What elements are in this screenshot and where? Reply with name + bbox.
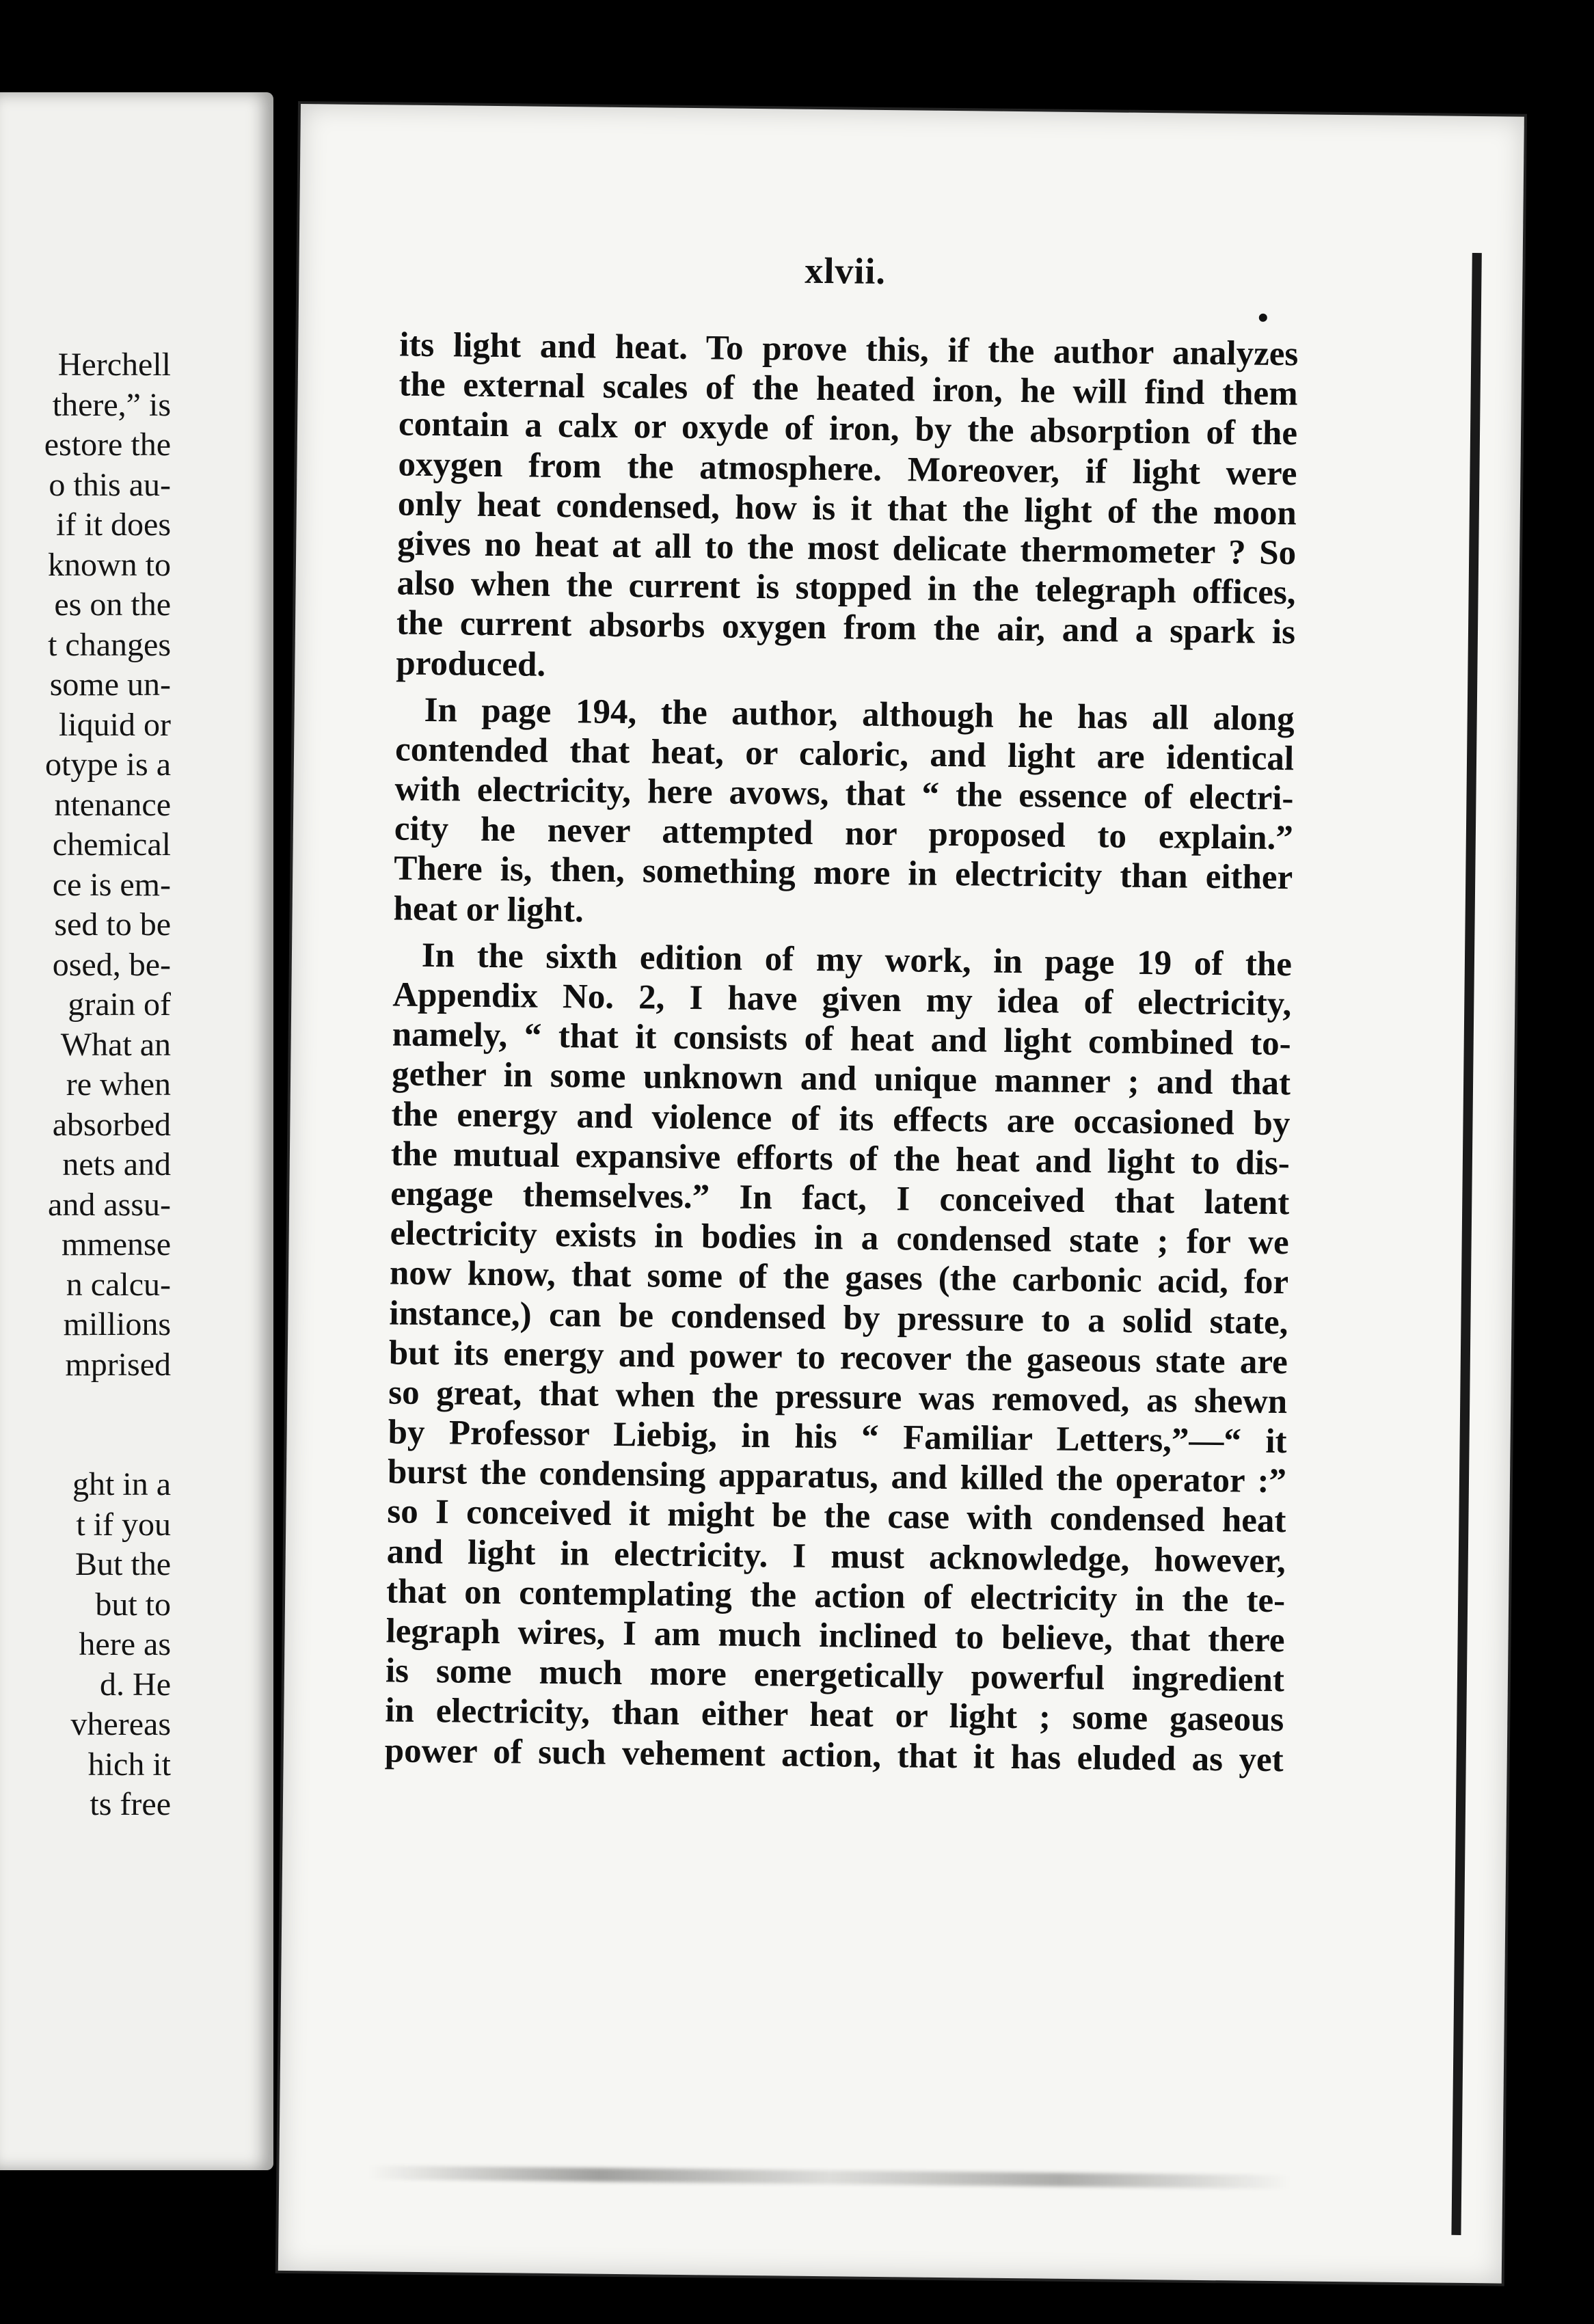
left-page-line: ght in a [72,1466,171,1502]
left-page-line: n calcu- [66,1266,171,1303]
body-line-text: Appendix No. 2, I have given my idea of electricity, [392,975,1292,1024]
body-line-text: gives no heat at all to the most delicate thermometer ? So [396,524,1297,573]
left-page-line: Herchell [57,347,171,383]
left-page-line: t changes [48,626,171,663]
left-page-line: re when [66,1066,171,1103]
left-page-line: nets and [62,1146,171,1183]
left-page-line: mprised [65,1346,171,1383]
body-line-text: its light and heat. To prove this, if the author analyzes [399,325,1299,374]
left-page-line: ce is em- [52,866,171,903]
body-line-text: in electricity, than either heat or light ; some gaseous [385,1691,1284,1740]
body-line-text: contain a calx or oxyde of iron, by the absorption of the [398,405,1298,453]
body-line-text: only heat condensed, how is it that the light of the moon [397,485,1297,533]
body-line-text: produced. [396,644,546,684]
body-line-text: so I conceived it might be the case with condensed heat [387,1492,1286,1541]
body-text [384,325,1298,1780]
left-page-line: sed to be [54,906,171,943]
left-page-line: if it does [56,506,171,543]
left-page-line: osed, be- [52,946,171,983]
left-page-line: estore the [44,427,171,463]
body-line-text: but its energy and power to recover the gaseous state are [388,1334,1288,1381]
body-line-text: engage themselves.” In fact, I conceived that latent [390,1174,1290,1223]
body-line-text: electricity exists in bodies in a condensed state ; for we [390,1214,1289,1262]
body-line-text: gether in some unknown and unique manner ; and that [391,1055,1291,1103]
left-facing-page [0,92,273,2170]
body-line-text: contended that heat, or caloric, and light are identical [394,730,1295,779]
body-line-text: now know, that some of the gases (the carbonic acid, for [389,1254,1289,1302]
left-page-line: vhereas [70,1706,171,1742]
body-line-text: so great, that when the pressure was removed, as shewn [388,1373,1288,1422]
body-line-text: legraph wires, I am much inclined to believe, that there [386,1612,1285,1660]
body-line-text: that on contemplating the action of electricity in the te- [386,1572,1286,1621]
left-page-line: otype is a [45,746,171,783]
left-page-line: and assu- [48,1186,171,1223]
body-line-text: the external scales of the heated iron, he will find them [398,365,1298,414]
left-page-line: here as [79,1626,171,1662]
left-page-line: hich it [87,1746,171,1783]
ink-speck [1259,314,1267,322]
body-line-text: by Professor Liebig, in his “ Familiar Letters,”—“ it [388,1413,1287,1461]
body-line-text: the energy and violence of its effects are occasioned by [391,1095,1291,1143]
body-line-text: burst the condensing apparatus, and killed the operator :” [387,1452,1287,1501]
body-line-text: the mutual expansive efforts of the heat and light to dis- [390,1135,1291,1183]
body-line-text: is some much more energetically powerful ingredient [385,1651,1285,1700]
left-page-line: chemical [52,826,171,863]
body-line-text: also when the current is stopped in the telegraph offices, [396,564,1296,612]
left-page-line: What an [60,1026,171,1063]
left-page-line: there,” is [52,386,171,423]
left-page-line: known to [48,546,171,583]
page-number: xlvii. [805,249,887,292]
left-page-line: ts free [90,1786,171,1822]
left-page-line: grain of [68,986,171,1023]
left-page-line: ntenance [54,786,171,823]
left-page-line: d. He [100,1666,171,1703]
body-line-text: power of such vehement action, that it has eluded as yet [384,1731,1284,1779]
left-page-line: absorbed [52,1106,171,1143]
body-line-text: namely, “ that it consists of heat and light combined to- [392,1015,1291,1064]
left-page-line: millions [63,1306,171,1342]
left-page-line: some un- [49,666,171,703]
left-page-line: es on the [54,586,171,623]
left-page-line: o this au- [49,466,171,503]
right-page [278,104,1524,2284]
left-page-line: mmense [62,1226,171,1262]
body-line-text: the current absorbs oxygen from the air, and a spark is [396,604,1296,652]
body-line-text: and light in electricity. I must acknowledge, however, [386,1532,1286,1580]
body-line-text: instance,) can be condensed by pressure to a solid state, [389,1293,1288,1342]
body-line-text: heat or light. [393,889,584,930]
left-page-line: But the [75,1546,171,1582]
body-line-text: In the sixth edition of my work, in page 19 of the [421,936,1293,984]
body-line-text: oxygen from the atmosphere. Moreover, if light were [398,445,1297,493]
left-page-line: t if you [76,1506,171,1543]
body-line-text: There is, then, something more in electricity than either [393,849,1293,897]
body-line-text: with electricity, here avows, that “ the essence of electri- [394,770,1294,818]
body-line-text: In page 194, the author, although he has all along [424,690,1295,738]
bottom-smudge [368,2165,1291,2189]
left-page-gap [44,1385,171,1465]
left-page-line: but to [95,1586,171,1623]
body-line-text: city he never attempted nor proposed to explain.” [394,809,1294,858]
left-page-text [44,345,171,1825]
page-edge-shadow [1451,253,1481,2235]
left-page-line: liquid or [59,706,171,743]
